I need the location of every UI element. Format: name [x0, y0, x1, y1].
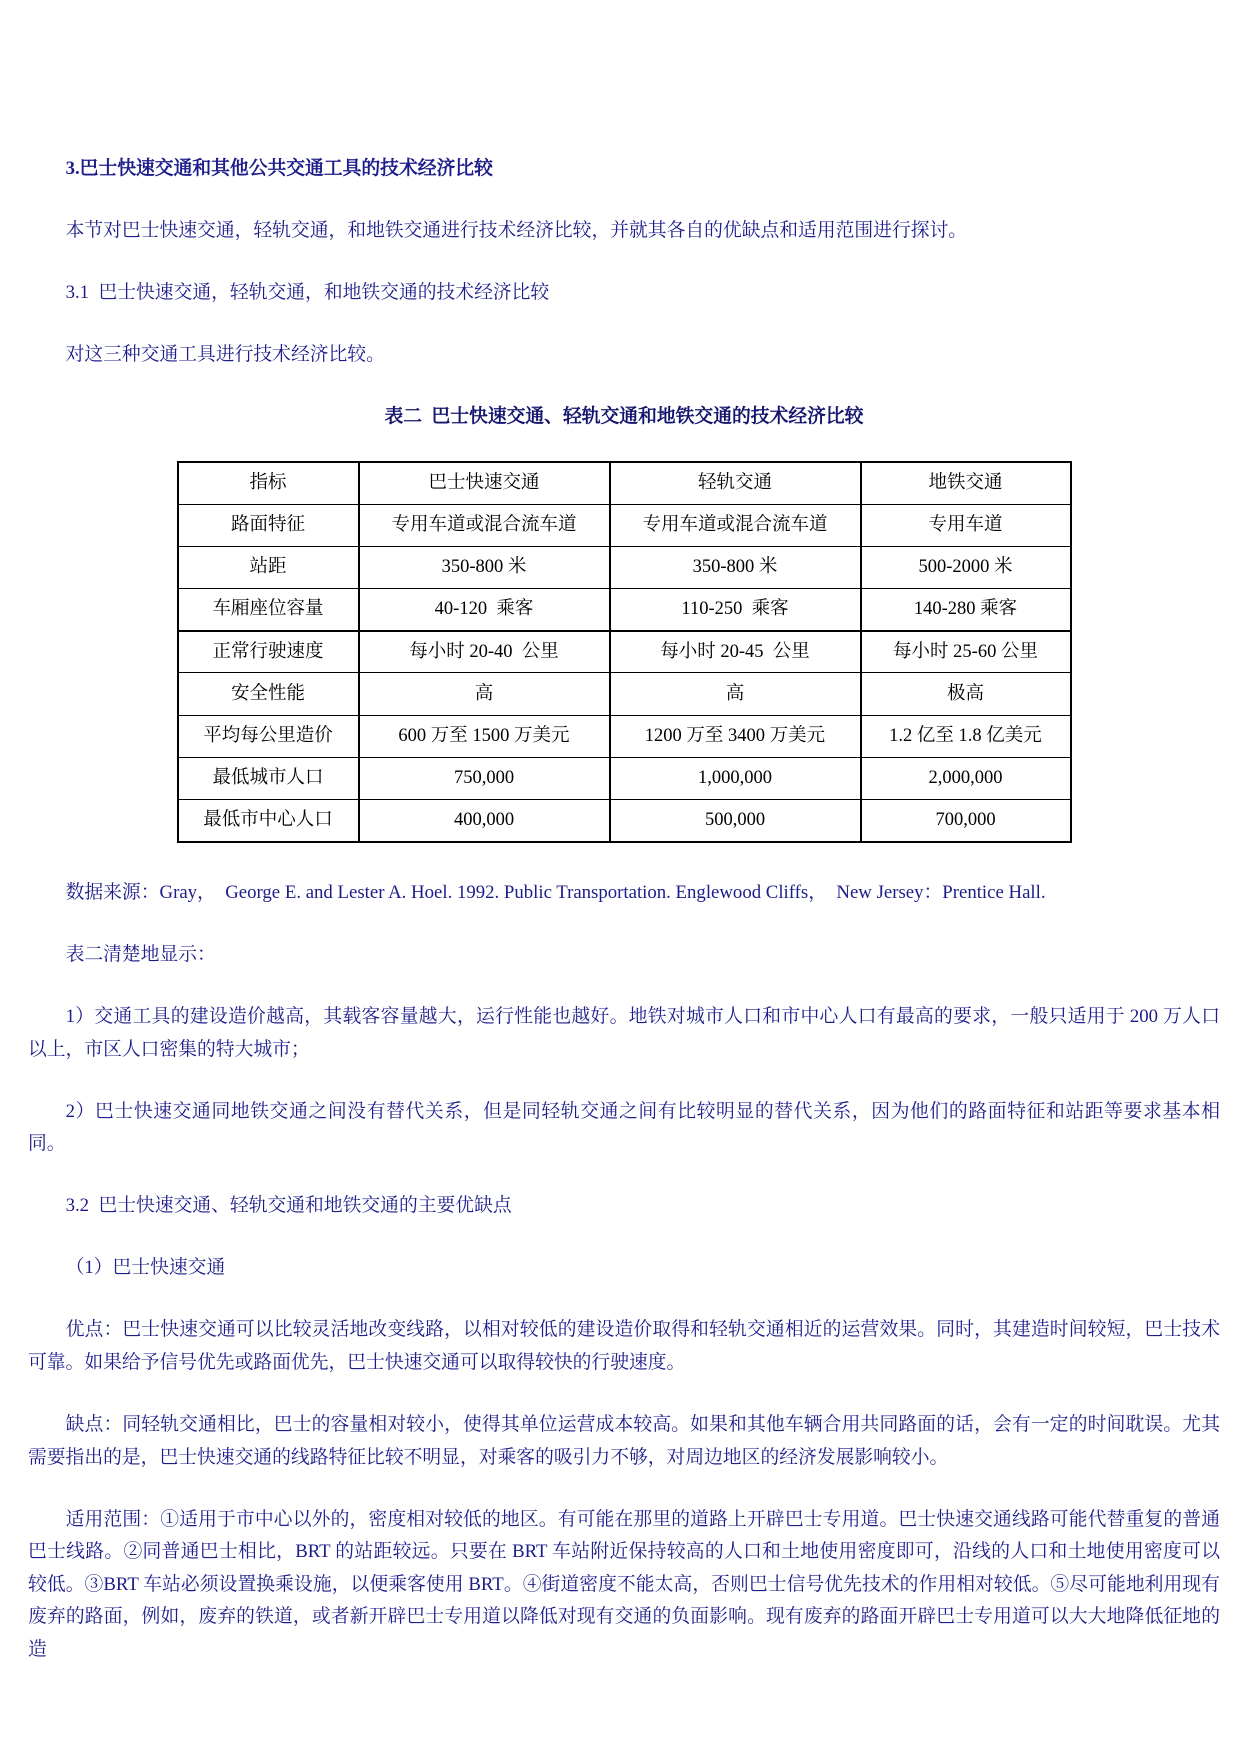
table-cell: 500-2000 米	[861, 546, 1071, 588]
brt-subheading: （1）巴士快速交通	[65, 1257, 226, 1279]
table-cell: 400,000	[359, 799, 610, 841]
table-cell: 700,000	[861, 799, 1071, 841]
table-cell: 专用车道或混合流车道	[610, 504, 861, 546]
row-label-cell: 正常行驶速度	[178, 631, 359, 673]
table-cell: 350-800 米	[610, 546, 861, 588]
table-row	[178, 673, 1071, 715]
header-cell: 指标	[178, 462, 359, 504]
header-cell: 轻轨交通	[610, 462, 861, 504]
row-label-cell: 平均每公里造价	[178, 715, 359, 757]
table-cell: 1,000,000	[610, 757, 861, 799]
subsection-3-1-heading: 3.1 巴士快速交通，轻轨交通，和地铁交通的技术经济比较	[65, 281, 550, 303]
table-cell: 500,000	[610, 799, 861, 841]
table-row	[178, 799, 1071, 841]
table-row	[178, 588, 1071, 630]
row-label-cell: 最低城市人口	[178, 757, 359, 799]
table-cell: 1.2 亿至 1.8 亿美元	[861, 715, 1071, 757]
row-label-cell: 车厢座位容量	[178, 588, 359, 630]
table-header-row	[178, 462, 1071, 504]
brt-advantages: 优点：巴士快速交通可以比较灵活地改变线路，以相对较低的建设造价取得和轻轨交通相近的运营效果。同时，其建造时间较短，巴士技术可靠。如果给予信号优先或路面优先，巴士快速交通可以取得较快的行驶速度。	[28, 1319, 1220, 1373]
comparison-table	[177, 461, 1072, 843]
summary-point-2: 2）巴士快速交通同地铁交通之间没有替代关系，但是同轻轨交通之间有比较明显的替代关系，因为他们的路面特征和站距等要求基本相同。	[28, 1100, 1220, 1155]
row-label-cell: 最低市中心人口	[178, 799, 359, 841]
table-cell: 高	[610, 673, 861, 715]
summary-point-1: 1）交通工具的建设造价越高，其载客容量越大，运行性能也越好。地铁对城市人口和市中心人口有最高的要求，一般只适用于 200 万人口以上，市区人口密集的特大城市；	[28, 1006, 1220, 1060]
table-cell: 140-280 乘客	[861, 588, 1071, 630]
row-label-cell: 安全性能	[178, 673, 359, 715]
header-cell: 地铁交通	[861, 462, 1071, 504]
section-intro: 本节对巴士快速交通，轻轨交通，和地铁交通进行技术经济比较，并就其各自的优缺点和适用范围进行探讨。	[65, 219, 968, 241]
table-cell: 600 万至 1500 万美元	[359, 715, 610, 757]
table-cell: 专用车道或混合流车道	[359, 504, 610, 546]
table-cell: 1200 万至 3400 万美元	[610, 715, 861, 757]
table-cell: 每小时 20-45 公里	[610, 631, 861, 673]
subsection-3-2-heading: 3.2 巴士快速交通、轻轨交通和地铁交通的主要优缺点	[65, 1195, 512, 1217]
table-cell: 2,000,000	[861, 757, 1071, 799]
row-label-cell: 站距	[178, 546, 359, 588]
table-cell: 350-800 米	[359, 546, 610, 588]
table-cell: 专用车道	[861, 504, 1071, 546]
table-row	[178, 631, 1071, 673]
summary-lead: 表二清楚地显示：	[65, 944, 216, 966]
header-cell: 巴士快速交通	[359, 462, 610, 504]
table-cell: 每小时 25-60 公里	[861, 631, 1071, 673]
table-cell: 40-120 乘客	[359, 588, 610, 630]
table-cell: 高	[359, 673, 610, 715]
table-row	[178, 546, 1071, 588]
table-title: 表二 巴士快速交通、轻轨交通和地铁交通的技术经济比较	[384, 405, 864, 427]
row-label-cell: 路面特征	[178, 504, 359, 546]
table-row	[178, 504, 1071, 546]
table-cell: 110-250 乘客	[610, 588, 861, 630]
table-cell: 极高	[861, 673, 1071, 715]
section-heading: 3.巴士快速交通和其他公共交通工具的技术经济比较	[65, 158, 493, 179]
data-source: 数据来源：Gray， George E. and Lester A. Hoel. 1992. Public Transportation. Englewood Cliffs， New Jersey：Prentice Hall.	[65, 882, 1046, 904]
table-row	[178, 757, 1071, 799]
table-row	[178, 715, 1071, 757]
subsection-3-1-intro: 对这三种交通工具进行技术经济比较。	[65, 343, 385, 365]
table-cell: 750,000	[359, 757, 610, 799]
brt-applicable-scope: 适用范围：①适用于市中心以外的，密度相对较低的地区。有可能在那里的道路上开辟巴士专用道。巴士快速交通线路可能代替重复的普通巴士线路。②同普通巴士相比，BRT 的站距较远。只要在 BRT 车站附近保持较高的人口和土地使用密度即可，沿线的人口和土地使用密度可以较低。③BRT 车站必须设置换乘设施，以便乘客使用 BRT。④街道密度不能太高，否则巴士信号优先技术的作用相对较低。⑤尽可能地利用现有废弃的路面，例如，废弃的铁道，或者新开辟巴士专用道以降低对现有交通的负面影响。现有废弃的路面开辟巴士专用道可以大大地降低征地的造	[28, 1508, 1220, 1660]
brt-disadvantages: 缺点：同轻轨交通相比，巴士的容量相对较小，使得其单位运营成本较高。如果和其他车辆合用共同路面的话，会有一定的时间耽误。尤其需要指出的是，巴士快速交通的线路特征比较不明显，对乘客的吸引力不够，对周边地区的经济发展影响较小。	[28, 1413, 1220, 1468]
table-cell: 每小时 20-40 公里	[359, 631, 610, 673]
